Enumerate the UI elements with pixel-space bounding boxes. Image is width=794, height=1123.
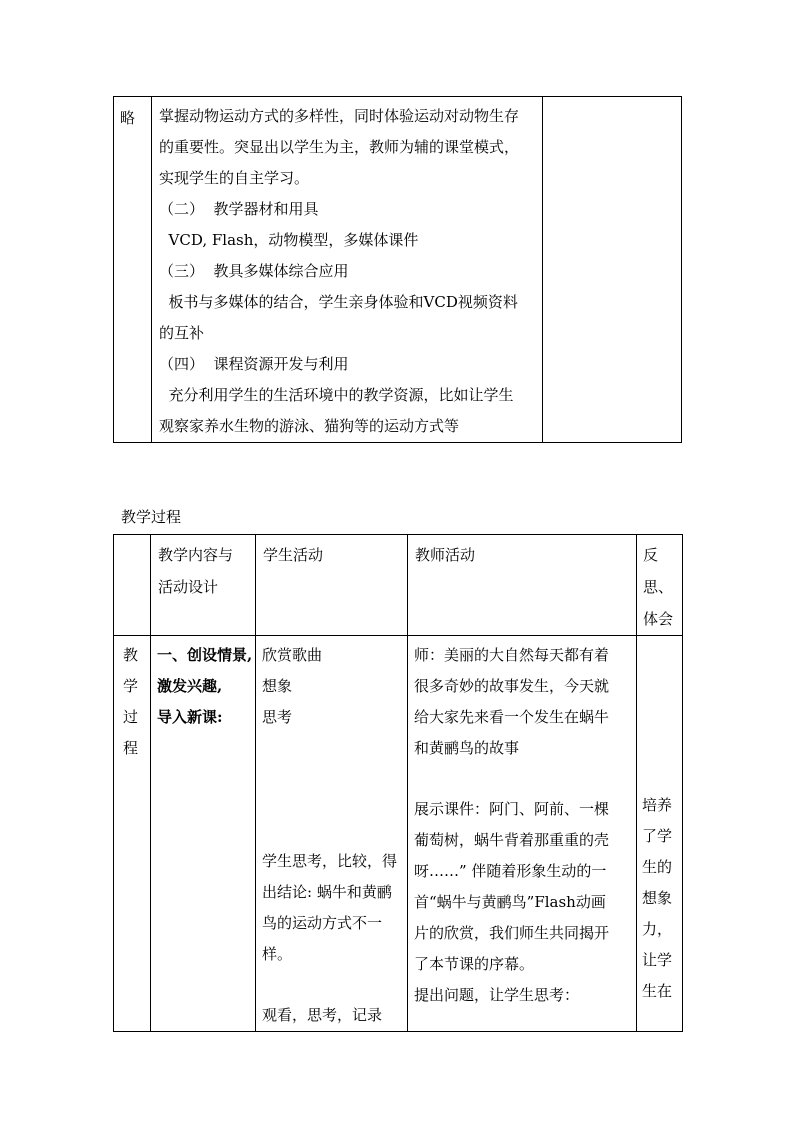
objectives-line: 充分利用学生的生活环境中的教学资源，比如让学生 [159,386,514,404]
objectives-line: VCD, Flash，动物模型，多媒体课件 [159,231,419,249]
objectives-line: （二） 教学器材和用具 [159,200,319,218]
objectives-table [113,96,682,443]
objectives-label-cell [114,97,152,443]
objectives-line: （三） 教具多媒体综合应用 [159,262,349,280]
student-activity-cell: 欣赏歌曲 想象 思考 学生思考，比较，得 出结论: 蜗牛和黄鹂 鸟的运动方式不一 样。 观看，思考，记录 [256,636,408,1032]
header-student: 学生活动 [256,535,408,636]
objectives-line: 的互补 [159,324,205,342]
section-title: 教学过程 [121,508,182,526]
header-teacher: 教师活动 [408,535,637,636]
objectives-line: 观察家养水生物的游泳、猫狗等的运动方式等 [159,417,460,435]
content-cell: 一、创设情景, 激发兴趣, 导入新课: [151,636,256,1032]
process-table [113,534,683,1032]
objectives-line: 实现学生的自主学习。 [159,169,310,187]
objectives-line: （四） 课程资源开发与利用 [159,355,349,373]
teacher-activity-cell: 师：美丽的大自然每天都有着 很多奇妙的故事发生，今天就 给大家先来看一个发生在蜗牛 和黄鹂鸟的故事 展示课件：阿门、阿前、一棵 葡萄树，蜗牛背着那重重的壳 呀……” 伴随着形象生动的一 首“蜗牛与黄鹂鸟”Flash动画 片的欣赏，我们师生共同揭开 了本节课的序幕。 提出问题，让学生思考： [408,636,637,1032]
objectives-line: 的重要性。突显出以学生为主，教师为辅的课堂模式， [159,138,520,156]
reflection-cell: 培养 了学 生的 想象 力， 让学 生在 [637,636,683,1032]
row-label-cell: 教 学 过 程 [114,636,151,1032]
objectives-empty-cell [543,97,682,443]
header-content: 教学内容与 活动设计 [151,535,256,636]
header-empty-cell [114,535,151,636]
header-reflection: 反 思、 体会 [637,535,683,636]
objectives-content-cell [152,97,543,443]
objectives-label: 略 [120,109,136,127]
objectives-line: 板书与多媒体的结合，学生亲身体验和VCD视频资料 [159,293,518,311]
objectives-line: 掌握动物运动方式的多样性，同时体验运动对动物生存 [159,107,520,125]
